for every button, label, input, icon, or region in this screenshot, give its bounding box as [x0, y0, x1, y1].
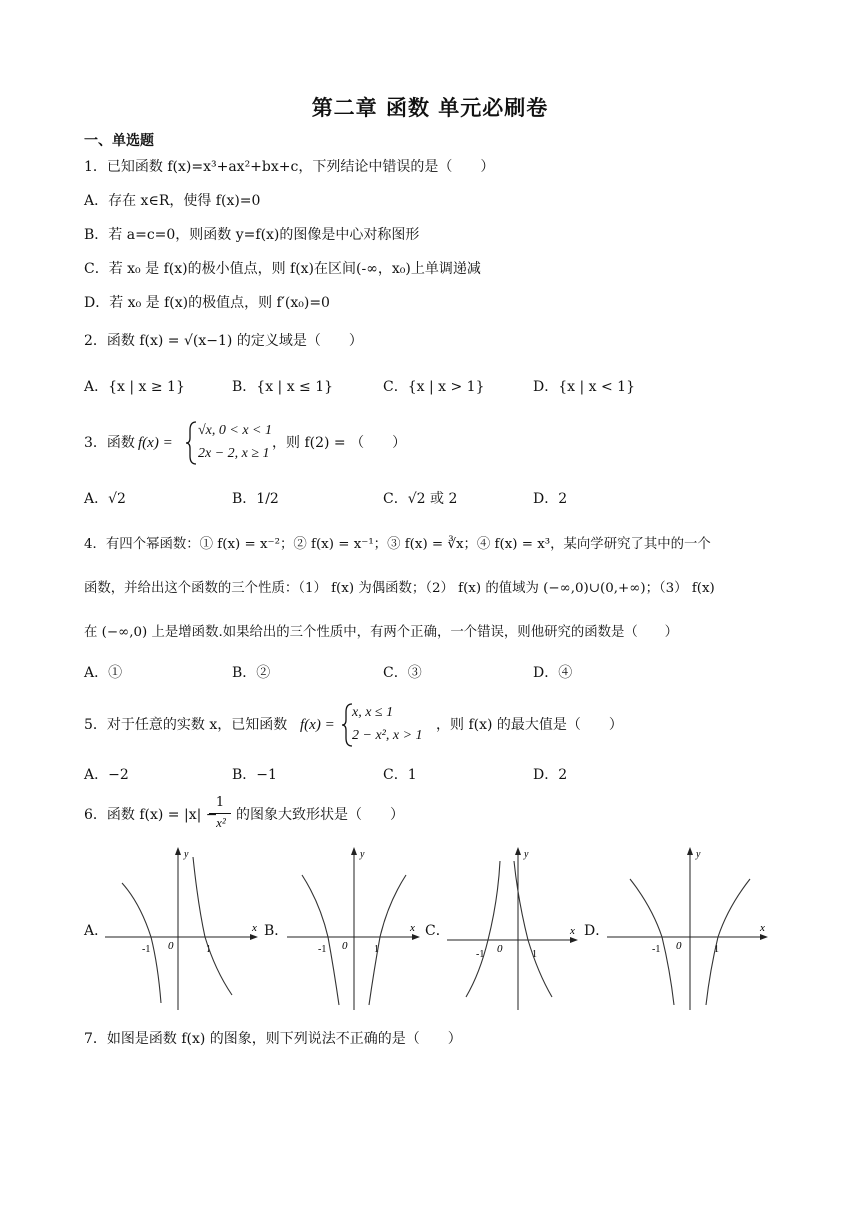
q5-option-a: A．−2 — [84, 767, 129, 783]
q6-frac-den: x² — [216, 815, 226, 830]
page-title: 第二章 函数 单元必刷卷 — [311, 96, 549, 120]
q6-stem-suffix: 的图象大致形状是（ ） — [236, 807, 404, 823]
q6-label-c: C． — [425, 923, 450, 939]
q6-label-b: B． — [264, 923, 289, 939]
q4-option-b: B．② — [232, 665, 271, 681]
q3-case2: 2x − 2, x ≥ 1 — [198, 446, 270, 461]
q6-b-neg-one: -1 — [318, 944, 327, 955]
q5-option-c: C．1 — [383, 767, 417, 783]
q5-option-b: B．−1 — [232, 767, 277, 783]
q6-d-x-label: x — [760, 922, 765, 934]
q6-c-y-label: y — [524, 849, 529, 860]
q6-c-neg-one: -1 — [476, 949, 485, 960]
q6-b-pos-one: 1 — [374, 944, 379, 955]
q4-line2: 函数，并给出这个函数的三个性质：（1） f(x) 为偶函数；（2） f(x) 的值域为 (−∞,0)∪(0,+∞)；（3） f(x) — [84, 581, 715, 596]
q1-stem: 1．已知函数 f(x)=x³+ax²+bx+c，下列结论中错误的是（ ） — [84, 159, 495, 175]
q2-option-b: B．{x | x ≤ 1} — [232, 379, 334, 395]
q6-b-y-label: y — [360, 849, 365, 860]
q3-option-c: C．√2 或 2 — [383, 491, 458, 507]
q6-c-pos-one: 1 — [532, 949, 537, 960]
q3-option-a: A．√2 — [84, 491, 126, 507]
section-heading: 一、单选题 — [84, 133, 154, 149]
q4-line1: 4．有四个幂函数：① f(x) = x⁻²；② f(x) = x⁻¹；③ f(x) = ∛x；④ f(x) = x³，某向学研究了其中的一个 — [84, 537, 711, 552]
q5-case1: x, x ≤ 1 — [352, 705, 394, 720]
q1-option-b: B．若 a=c=0，则函数 y=f(x)的图像是中心对称图形 — [84, 227, 420, 243]
q6-d-y-label: y — [696, 849, 701, 860]
q6-a-x-label: x — [252, 922, 257, 934]
q6-b-x-label: x — [410, 922, 415, 934]
q2-option-c: C．{x | x > 1} — [383, 379, 485, 395]
q6-a-neg-one: -1 — [142, 944, 151, 955]
q1-option-d: D．若 x₀ 是 f(x)的极值点，则 f′(x₀)=0 — [84, 295, 330, 311]
q1-option-c: C．若 x₀ 是 f(x)的极小值点，则 f(x)在区间(-∞，x₀)上单调递减 — [84, 261, 481, 277]
q4-option-a: A．① — [84, 665, 123, 681]
q2-option-a: A．{x | x ≥ 1} — [84, 379, 185, 395]
q6-c-x-label: x — [570, 925, 575, 937]
q5-suffix: ，则 f(x) 的最大值是（ ） — [436, 717, 623, 733]
q6-label-a: A． — [84, 923, 109, 939]
q2-stem: 2．函数 f(x) = √(x−1) 的定义域是（ ） — [84, 333, 363, 349]
q6-label-d: D． — [584, 923, 610, 939]
q4-line3: 在 (−∞,0) 上是增函数.如果给出的三个性质中，有两个正确，一个错误，则他研究的函数是（ ） — [84, 625, 678, 640]
q4-option-c: C．③ — [383, 665, 422, 681]
q6-d-pos-one: 1 — [714, 944, 719, 955]
q6-c-origin: 0 — [497, 943, 503, 955]
q3-case1: √x, 0 < x < 1 — [198, 423, 273, 438]
q4-option-d: D．④ — [533, 665, 573, 681]
q3-func: f(x) = — [138, 435, 173, 451]
q1-option-a: A．存在 x∈R，使得 f(x)=0 — [84, 193, 261, 209]
q6-graph-d — [602, 845, 776, 1013]
q3-option-d: D．2 — [533, 491, 568, 507]
q6-a-origin: 0 — [168, 940, 174, 952]
q6-graph-a — [100, 845, 260, 1013]
q6-frac-num: 1 — [215, 795, 225, 810]
q5-option-d: D．2 — [533, 767, 568, 783]
q2-option-d: D．{x | x < 1} — [533, 379, 635, 395]
q6-a-pos-one: 1 — [206, 944, 211, 955]
q3-prefix: 3．函数 — [84, 435, 135, 451]
q6-a-y-label: y — [184, 849, 189, 860]
q7-stem: 7．如图是函数 f(x) 的图象，则下列说法不正确的是（ ） — [84, 1031, 462, 1047]
q5-prefix: 5．对于任意的实数 x，已知函数 — [84, 717, 288, 733]
q6-frac-bar — [209, 813, 231, 814]
q5-case2: 2 − x², x > 1 — [352, 728, 423, 743]
q6-d-neg-one: -1 — [652, 944, 661, 955]
q6-stem-prefix: 6．函数 f(x) = |x| − — [84, 807, 218, 823]
q6-d-origin: 0 — [676, 940, 682, 952]
q6-graph-c — [442, 845, 588, 1013]
q6-b-origin: 0 — [342, 940, 348, 952]
q5-func: f(x) = — [300, 717, 335, 733]
q3-suffix: ，则 f(2) = （ ） — [272, 435, 407, 451]
q3-brace — [184, 420, 198, 466]
q3-option-b: B．1/2 — [232, 491, 279, 507]
q6-graph-b — [282, 845, 422, 1013]
